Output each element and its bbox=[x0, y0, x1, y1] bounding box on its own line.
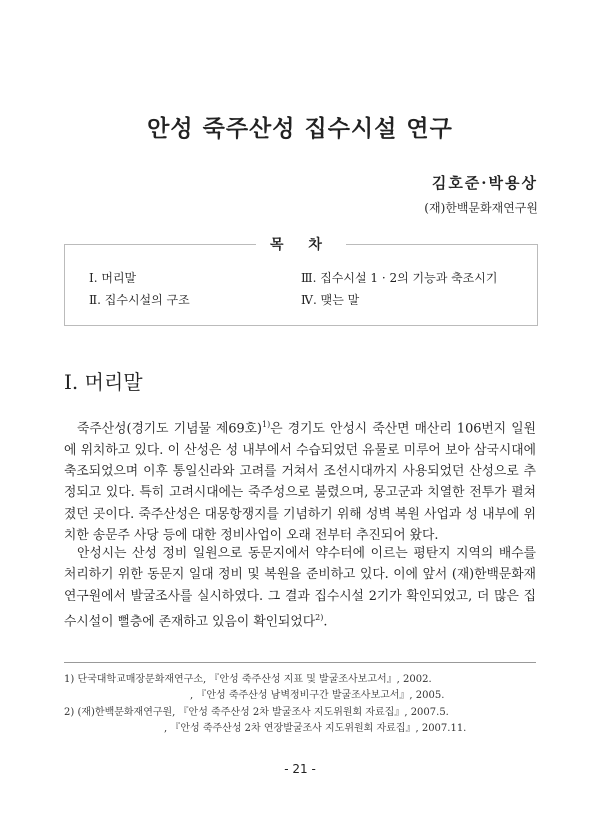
authors: 김호준·박용상 bbox=[431, 174, 538, 192]
paper-title: 안성 죽주산성 집수시설 연구 bbox=[147, 115, 453, 142]
footnote-1: 1) 단국대학교매장문화재연구소, 『안성 죽주산성 지표 및 발굴조사보고서』, 2002. bbox=[64, 674, 432, 685]
footnote-ref-1: 1) bbox=[262, 420, 271, 429]
toc-item-4: Ⅳ. 맺는 말 bbox=[301, 293, 360, 307]
body-paragraph-2: 안성시는 산성 정비 일원으로 동문지에서 약수터에 이르는 평탄지 지역의 배수를 처리하기 위한 동문지 일대 정비 및 복원을 준비하고 있다. 이에 앞서 (재)한백문화재연구원에서 발굴조사를 실시하였다. 그 결과 집수시설 2기가 확인되었고, 더 많은 집수시설이 뻘층에 존재하고 있음이 확인되었다$^{2)}$. bbox=[64, 546, 536, 630]
affiliation: (재)한백문화재연구원 bbox=[424, 201, 538, 215]
toc-item-1: Ⅰ. 머리말 bbox=[89, 271, 137, 285]
table-of-contents bbox=[64, 237, 538, 326]
section-number: Ⅰ. bbox=[64, 370, 79, 394]
footnote-2: 2) (재)한백문화재연구원, 『안성 죽주산성 2차 발굴조사 지도위원회 자료집』, 2007.5. bbox=[64, 707, 449, 718]
toc-item-2: Ⅱ. 집수시설의 구조 bbox=[89, 293, 190, 307]
section-heading bbox=[64, 366, 143, 395]
section-title: 머리말 bbox=[84, 370, 143, 394]
toc-heading: 목 차 bbox=[65, 234, 537, 254]
page-number: - 21 - bbox=[284, 762, 316, 776]
footnote-divider bbox=[64, 662, 536, 663]
footnote-1-cont: , 『안성 죽주산성 남벽정비구간 발굴조사보고서』, 2005. bbox=[190, 690, 445, 701]
body-paragraph-1: 죽주산성(경기도 기념물 제69호)$^{1)}$은 경기도 안성시 죽산면 매산리 106번지 일원에 위치하고 있다. 이 산성은 성 내부에서 수습되었던 유물로 미루어 보아 삼국시대에 축조되었으며 이후 통일신라와 고려를 거쳐서 조선시대까지 사용되었던 산성으로 추정되고 있다. 특히 고려시대에는 죽주성으로 불렸으며, 몽고군과 치열한 전투가 펼쳐졌던 곳이다. 죽주산성은 대몽항쟁지를 기념하기 위해 성벽 복원 사업과 성 내부에 위치한 송문주 사당 등에 대한 정비사업이 오래 전부터 추진되어 왔다. bbox=[64, 420, 537, 544]
footnote-ref-2: 2) bbox=[315, 613, 324, 623]
footnote-2-cont: , 『안성 죽주산성 2차 연장발굴조사 지도위원회 자료집』, 2007.11. bbox=[164, 723, 467, 734]
toc-item-3: Ⅲ. 집수시설 1 · 2의 기능과 축조시기 bbox=[301, 271, 498, 285]
